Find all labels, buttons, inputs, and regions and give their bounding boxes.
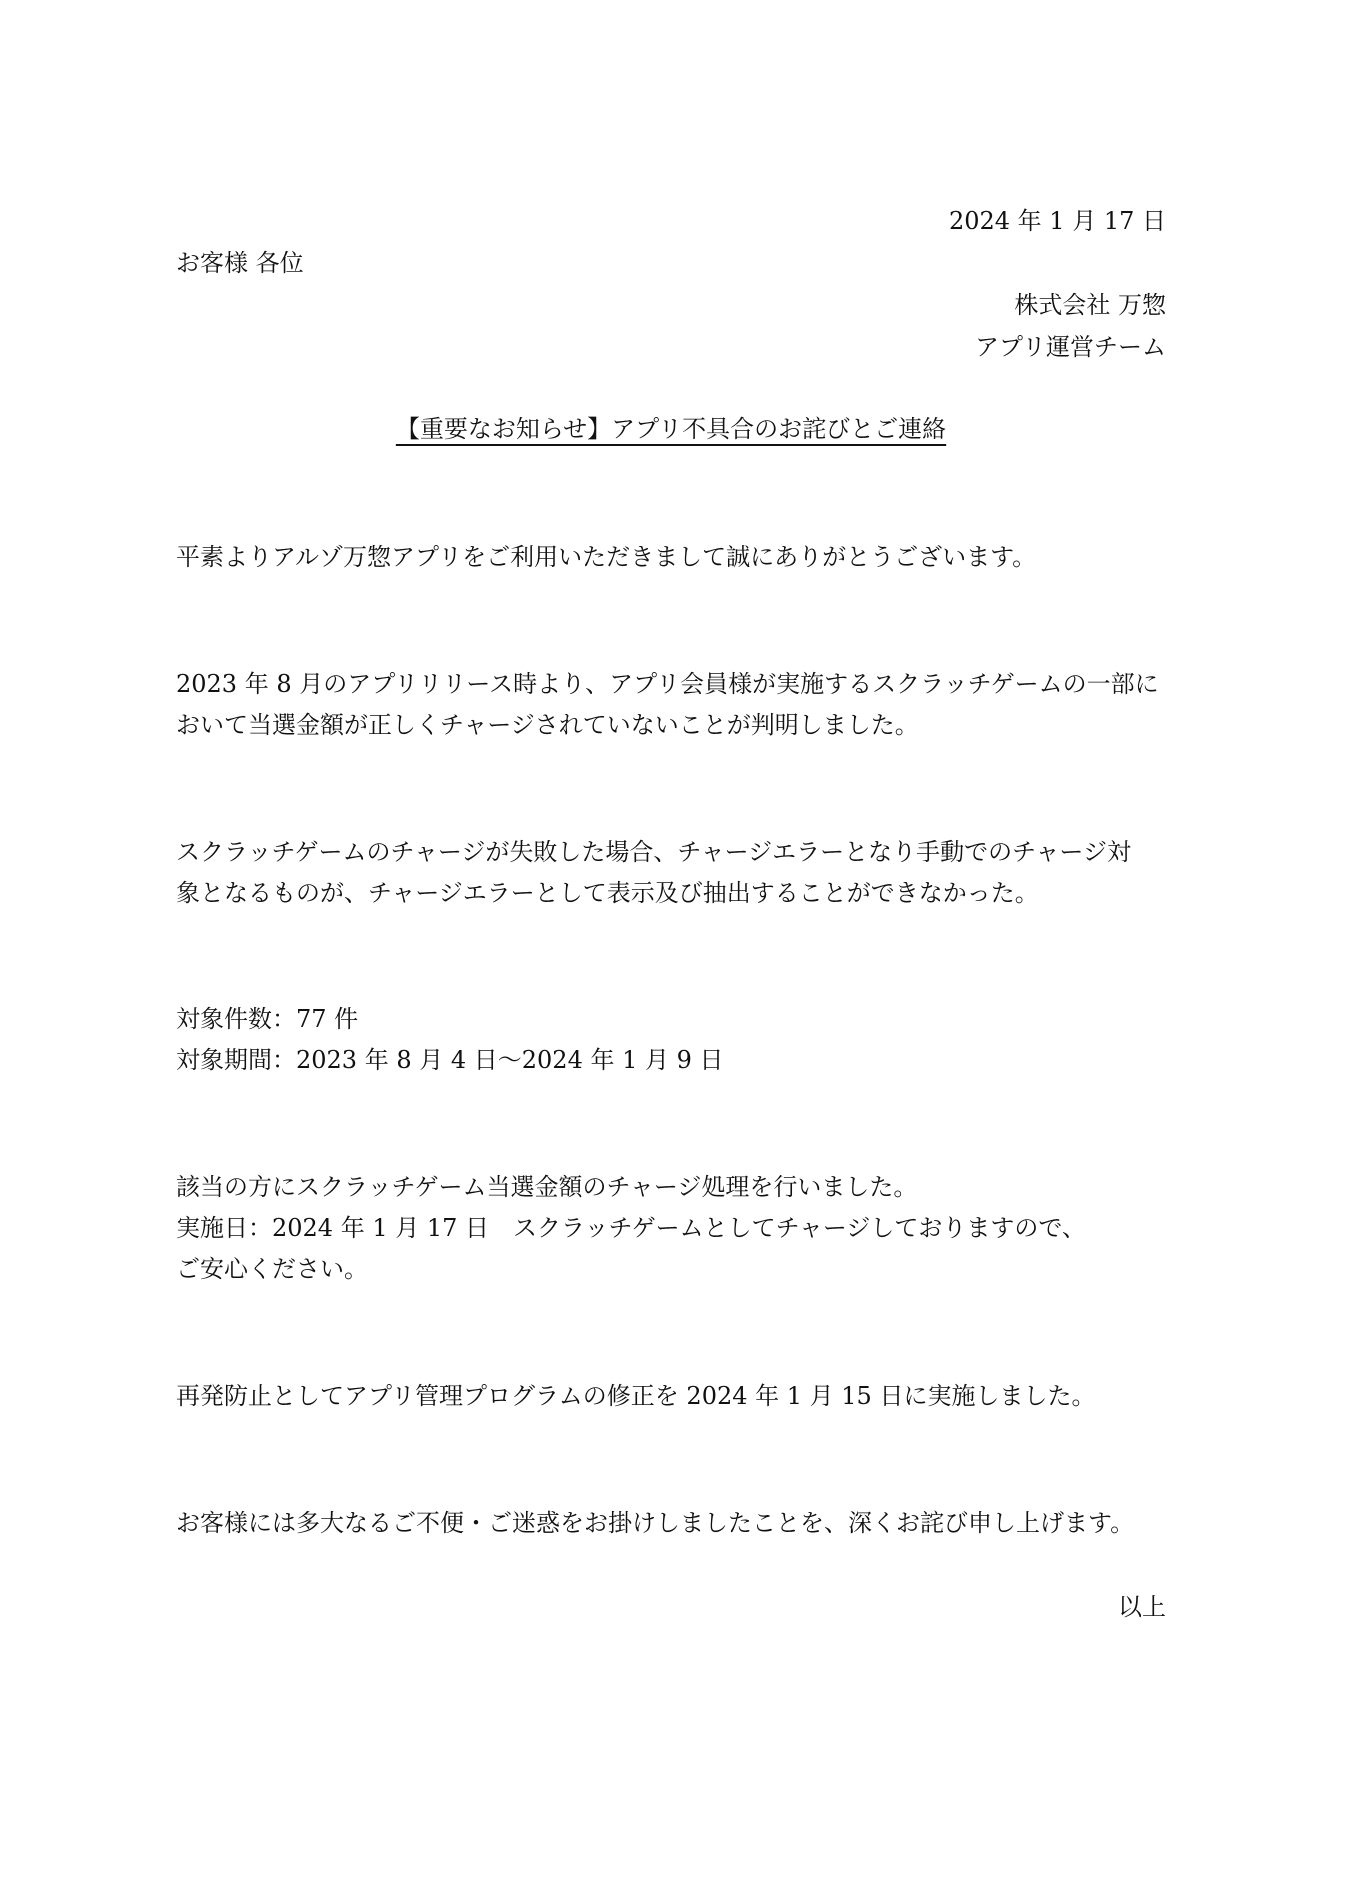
closing-text: 以上 xyxy=(1118,1593,1166,1621)
paragraph-3-line-2: 実施日：2024 年 1 月 17 日 スクラッチゲームとしてチャージしておりますので、 xyxy=(176,1214,1086,1242)
team-name: アプリ運営チーム xyxy=(974,333,1166,361)
apology-paragraph: お客様には多大なるご不便・ご迷惑をお掛けしましたことを、深くお詫び申し上げます。 xyxy=(176,1509,1135,1537)
paragraph-1-line-1: 2023 年 8 月のアプリリリース時より、アプリ会員様が実施するスクラッチゲームの一部に xyxy=(176,670,1159,698)
document-title-text: 【重要なお知らせ】アプリ不具合のお詫びとご連絡 xyxy=(395,415,947,443)
document-title xyxy=(176,414,1166,444)
addressee: お客様 各位 xyxy=(176,249,304,277)
company-name: 株式会社 万惣 xyxy=(1014,291,1166,319)
prevention-paragraph: 再発防止としてアプリ管理プログラムの修正を 2024 年 1 月 15 日に実施しました。 xyxy=(176,1382,1096,1410)
greeting-paragraph: 平素よりアルゾ万惣アプリをご利用いただきまして誠にありがとうございます。 xyxy=(176,543,1037,571)
paragraph-3-line-1: 該当の方にスクラッチゲーム当選金額のチャージ処理を行いました。 xyxy=(176,1173,918,1201)
paragraph-2-line-2: 象となるものが、チャージエラーとして表示及び抽出することができなかった。 xyxy=(176,879,1039,907)
paragraph-3-line-3: ご安心ください。 xyxy=(176,1255,368,1283)
document-date: 2024 年 1 月 17 日 xyxy=(948,207,1166,235)
target-count: 対象件数：77 件 xyxy=(176,1005,359,1033)
paragraph-2-line-1: スクラッチゲームのチャージが失敗した場合、チャージエラーとなり手動でのチャージ対 xyxy=(176,838,1131,866)
target-period: 対象期間：2023 年 8 月 4 日～2024 年 1 月 9 日 xyxy=(176,1046,724,1074)
paragraph-1-line-2: おいて当選金額が正しくチャージされていないことが判明しました。 xyxy=(176,711,919,739)
